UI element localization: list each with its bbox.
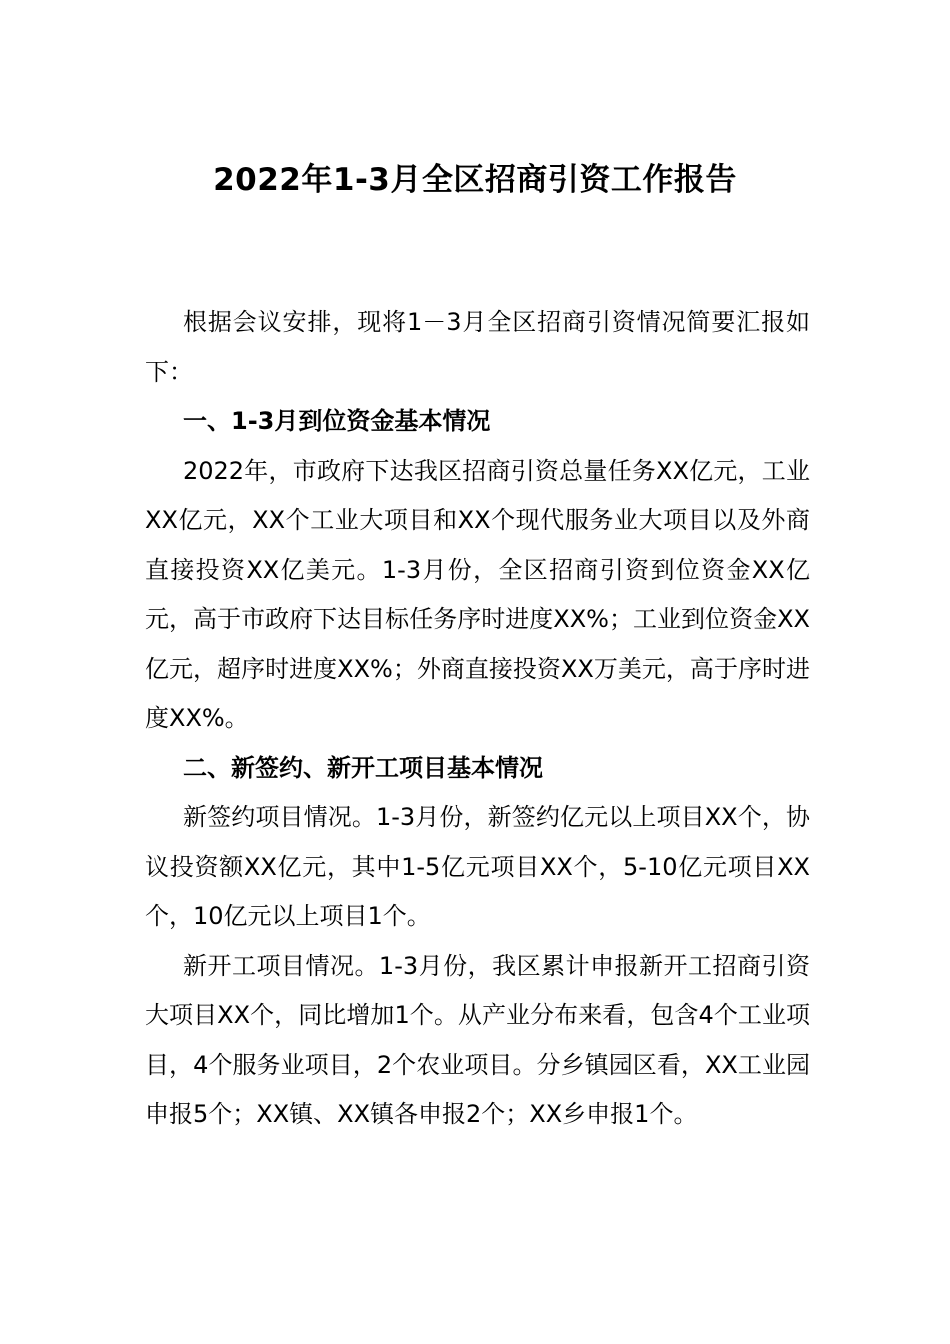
funds-paragraph: 2022年，市政府下达我区招商引资总量任务XX亿元，工业XX亿元，XX个工业大项目和XX个现代服务业大项目以及外商直接投资XX亿美元。1-3月份，全区招商引资到位资金XX亿元，高于市政府下达目标任务序时进度XX%；工业到位资金XX亿元，超序时进度XX%；外商直接投资XX万美元，高于序时进度XX%。: [145, 456, 810, 732]
document-body: [145, 298, 810, 1140]
intro-paragraph: 根据会议安排，现将1－3月全区招商引资情况简要汇报如下：: [145, 308, 810, 386]
section-heading-funds: 一、1-3月到位资金基本情况: [183, 407, 491, 435]
started-projects-paragraph: 新开工项目情况。1-3月份，我区累计申报新开工招商引资大项目XX个，同比增加1个。从产业分布来看，包含4个工业项目，4个服务业项目，2个农业项目。分乡镇园区看，XX工业园申报5个；XX镇、XX镇各申报2个；XX乡申报1个。: [145, 951, 810, 1128]
document-title: 2022年1-3月全区招商引资工作报告: [213, 162, 737, 198]
signed-projects-paragraph: 新签约项目情况。1-3月份，新签约亿元以上项目XX个，协议投资额XX亿元，其中1-5亿元项目XX个，5-10亿元项目XX个，10亿元以上项目1个。: [145, 803, 810, 930]
section-heading-projects: 二、新签约、新开工项目基本情况: [183, 753, 543, 782]
